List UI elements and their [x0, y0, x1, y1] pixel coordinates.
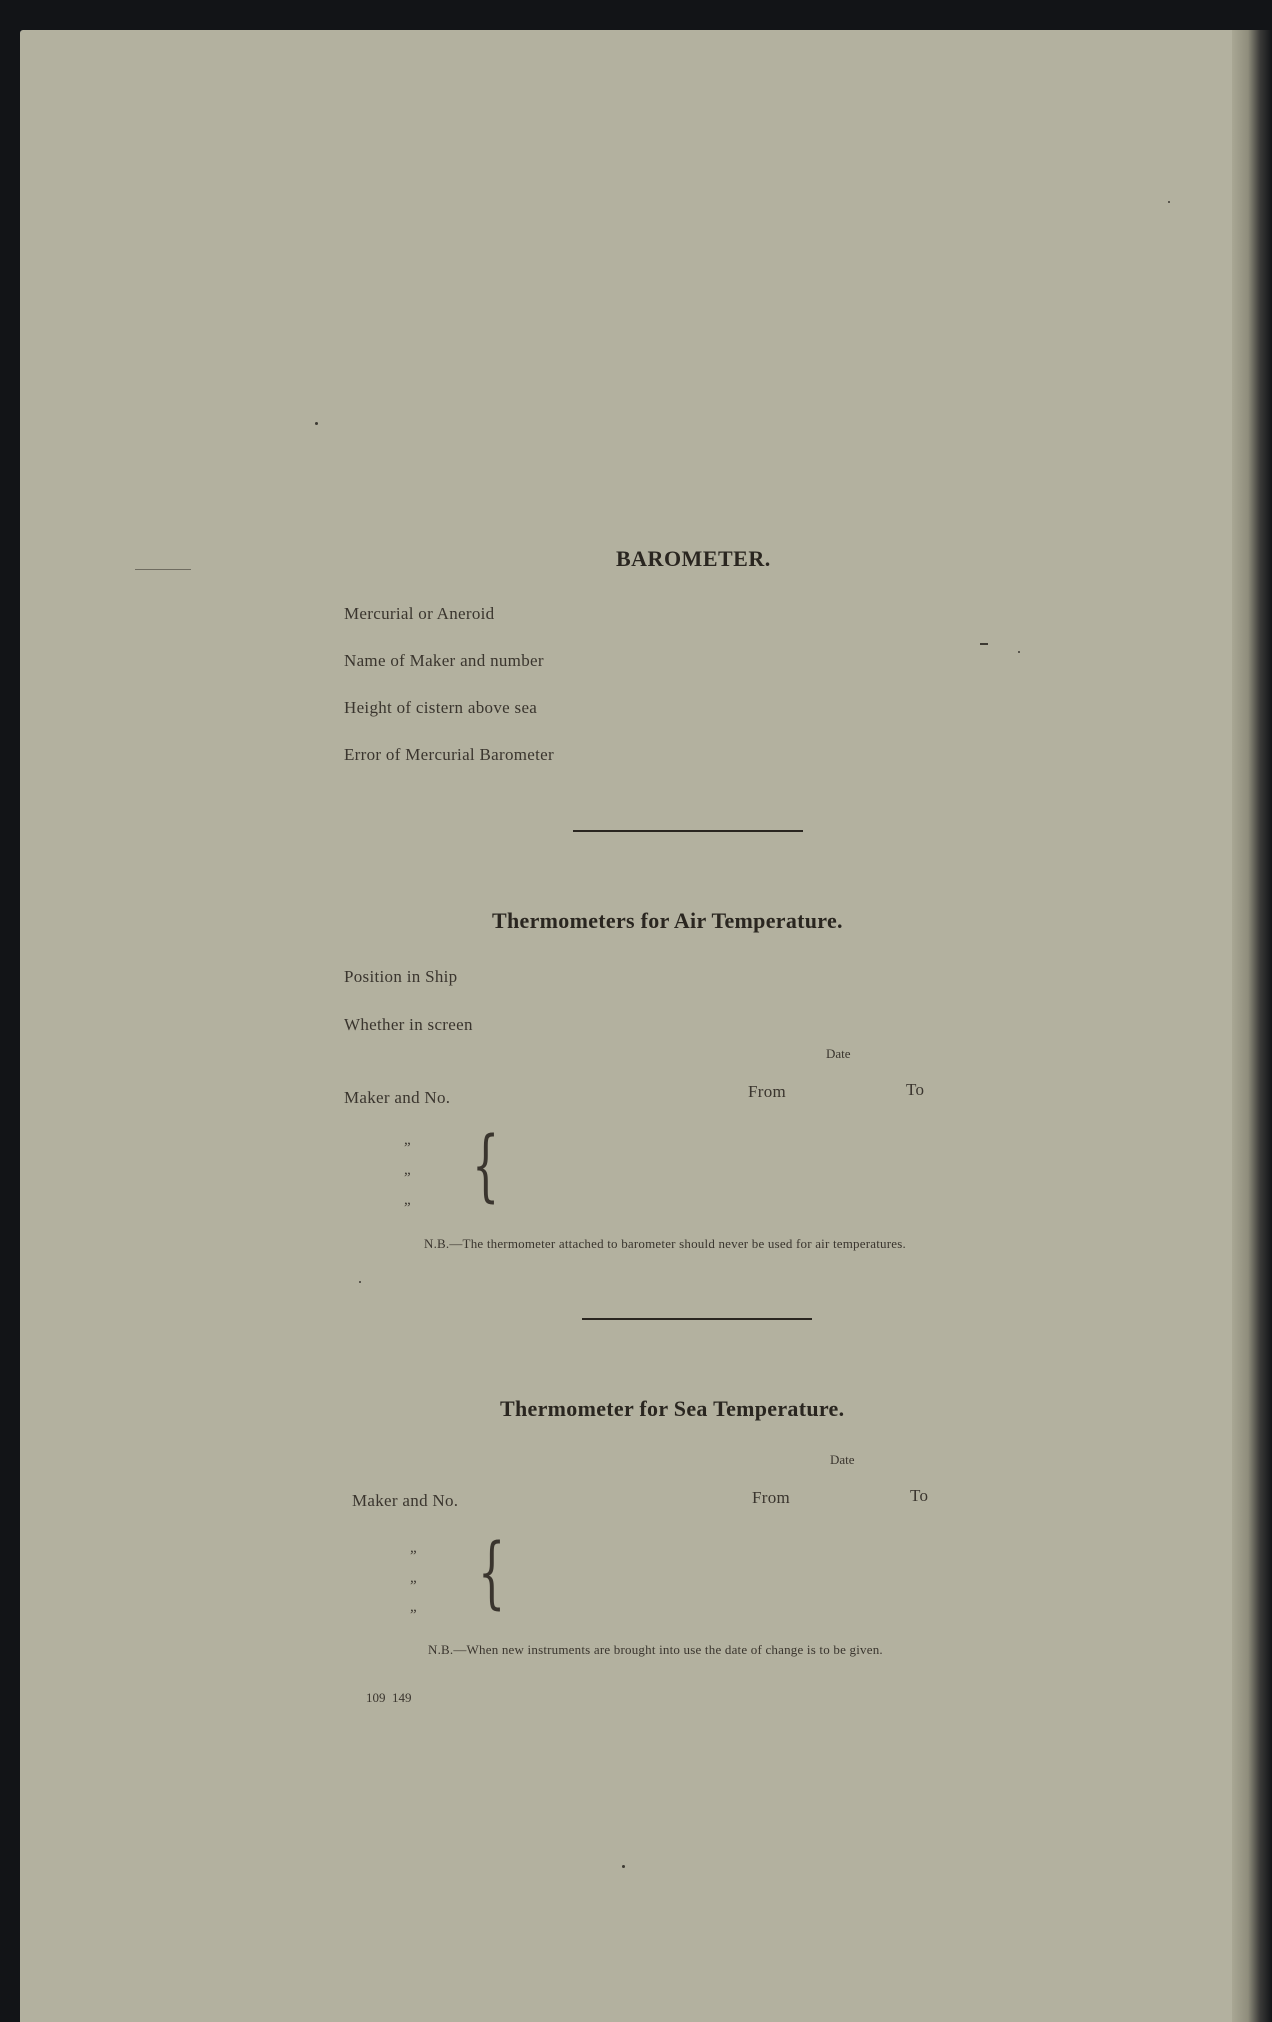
- sea-ditto-mark: ”: [410, 1548, 417, 1564]
- air-note: N.B.—The thermometer attached to barometer should never be used for air temperatures.: [424, 1236, 906, 1251]
- sea-brace: {: [478, 1528, 506, 1618]
- sea-thermometer-heading: Thermometer for Sea Temperature.: [500, 1396, 845, 1421]
- air-field-position: Position in Ship: [344, 967, 458, 986]
- air-thermometer-heading: Thermometers for Air Temperature.: [492, 908, 843, 933]
- air-from-label: From: [748, 1082, 787, 1101]
- paper-speck: [1018, 651, 1020, 653]
- air-ditto-mark: ”: [404, 1200, 411, 1216]
- barometer-heading: BAROMETER.: [616, 546, 771, 571]
- barometer-field-error: Error of Mercurial Barometer: [344, 745, 554, 764]
- page-edge-shadow: [1232, 30, 1272, 2022]
- paper-speck: [315, 422, 318, 425]
- sea-maker-label: Maker and No.: [352, 1491, 459, 1510]
- paper-mark: [980, 643, 988, 645]
- air-ditto-mark: ”: [404, 1170, 411, 1186]
- sea-from-label: From: [752, 1488, 791, 1507]
- sea-date-label: Date: [830, 1452, 855, 1467]
- sea-note: N.B.—When new instruments are brought into use the date of change is to be given.: [428, 1642, 883, 1657]
- paper-speck: [622, 1865, 625, 1868]
- sea-ditto-mark: ”: [410, 1578, 417, 1594]
- document-page: [20, 30, 1252, 2022]
- paper-speck: [359, 1281, 361, 1283]
- paper-speck: [1168, 201, 1170, 203]
- barometer-field-maker: Name of Maker and number: [344, 651, 544, 670]
- air-field-screen: Whether in screen: [344, 1015, 473, 1034]
- print-code: 109 149: [366, 1690, 412, 1705]
- section-divider: [582, 1318, 812, 1320]
- barometer-field-height: Height of cistern above sea: [344, 698, 538, 717]
- air-maker-label: Maker and No.: [344, 1088, 451, 1107]
- air-brace: {: [472, 1121, 500, 1211]
- air-to-label: To: [906, 1080, 925, 1099]
- air-date-label: Date: [826, 1046, 851, 1061]
- section-divider: [573, 830, 803, 832]
- air-ditto-mark: ”: [404, 1140, 411, 1156]
- sea-to-label: To: [910, 1486, 929, 1505]
- sea-ditto-mark: ”: [410, 1607, 417, 1623]
- paper-mark: [135, 569, 191, 570]
- barometer-field-type: Mercurial or Aneroid: [344, 604, 495, 623]
